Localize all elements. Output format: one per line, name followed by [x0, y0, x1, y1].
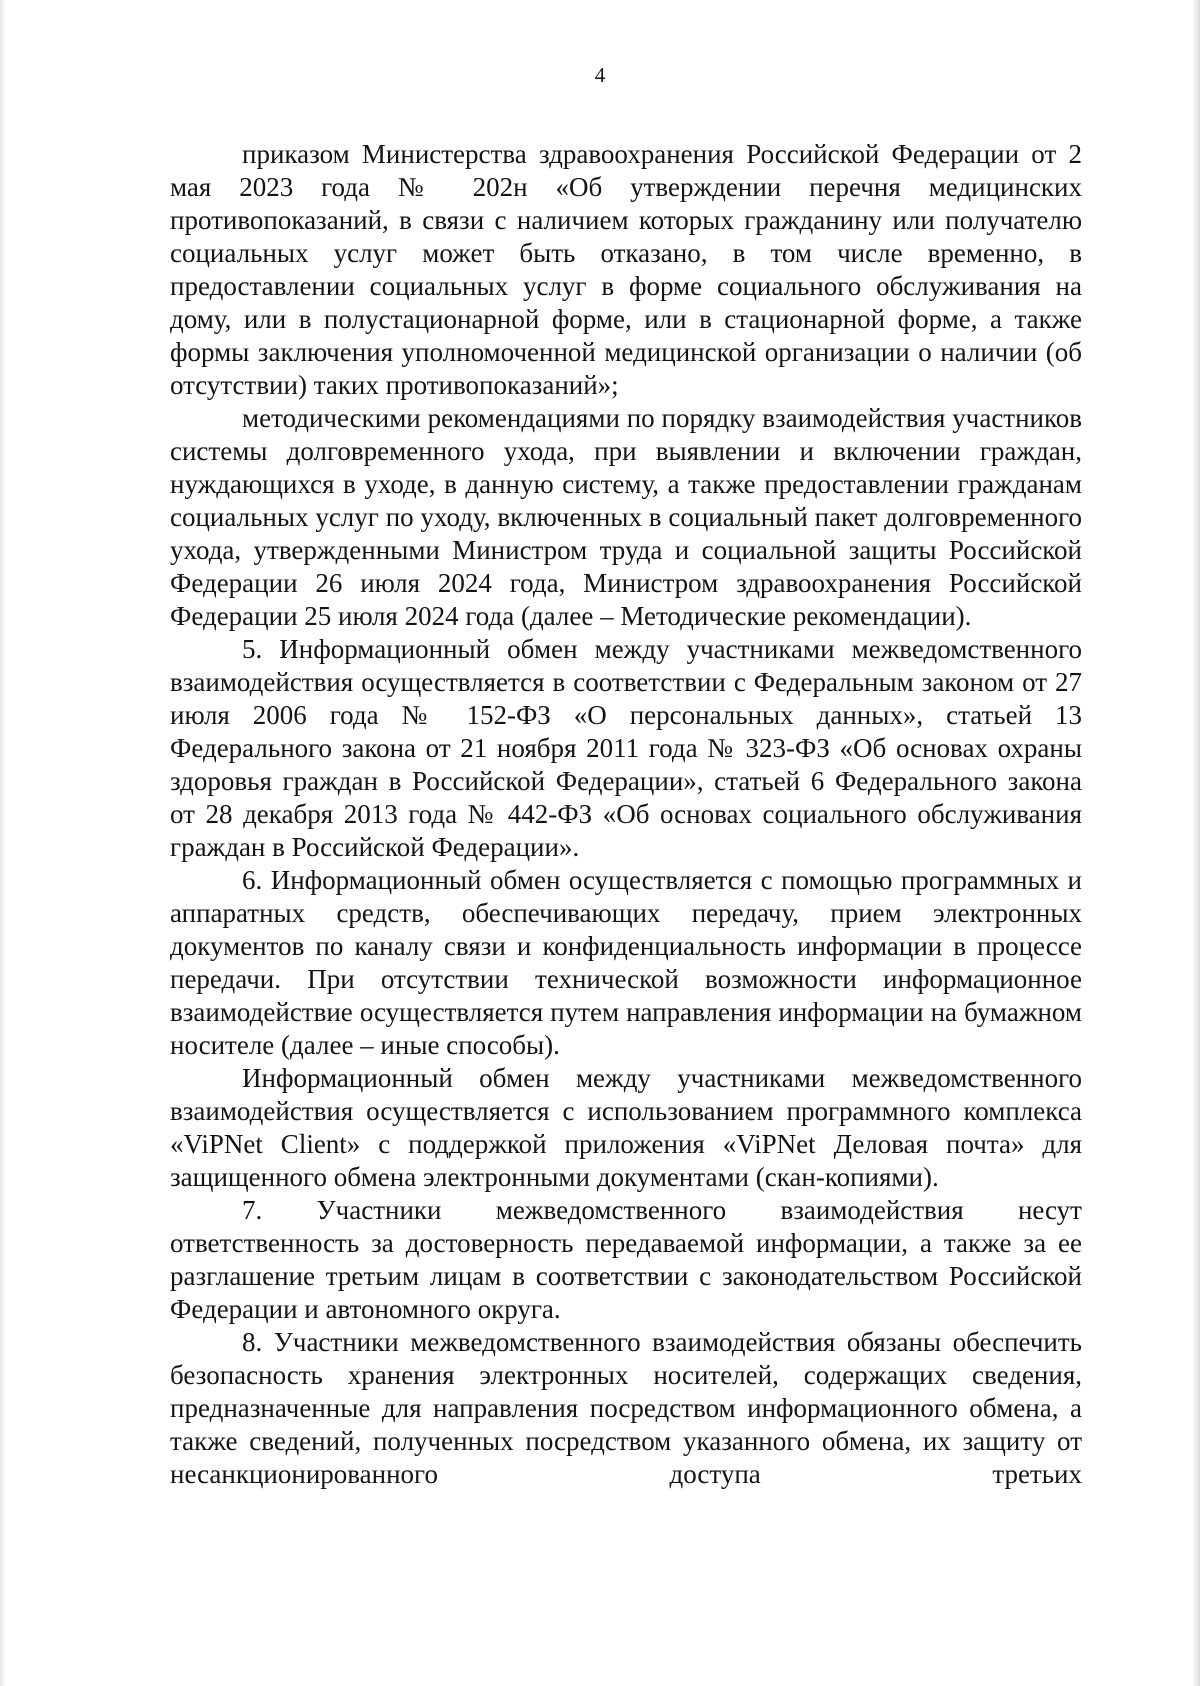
scan-edge-right — [1192, 0, 1200, 1686]
page-number: 4 — [594, 63, 606, 87]
paragraph-methodical-recommendations: методическими рекомендациями по порядку взаимодействия участников системы долговременного ухода, при выявлении и включении граждан, нуждающихся в уходе, в данную систему, а также предоставлении гражданам социальных услуг по уходу, включенных в социальный пакет долговременного ухода, утвержденными Министром труда и социальной защиты Российской Федерации 26 июля 2024 года, Министром здравоохранения Российской Федерации 25 июля 2024 года (далее – Методические рекомендации). — [170, 403, 1082, 631]
paragraph-item-8: 8. Участники межведомственного взаимодействия обязаны обеспечить безопасность хранения электронных носителей, содержащих сведения, предназначенные для направления посредством информационного обмена, а также сведений, полученных посредством указанного обмена, их защиту от несанкционированного доступа третьих — [170, 1327, 1082, 1489]
paragraph-vipnet-exchange: Информационный обмен между участниками межведомственного взаимодействия осуществляется с использованием программного комплекса «ViPNet Client» с поддержкой приложения «ViPNet Деловая почта» для защищенного обмена электронными документами (скан-копиями). — [170, 1063, 1082, 1192]
paragraph-order-reference: приказом Министерства здравоохранения Российской Федерации от 2 мая 2023 года № 202н «Об утверждении перечня медицинских противопоказаний, в связи с наличием которых гражданину или получателю социальных услуг может быть отказано, в том числе временно, в предоставлении социальных услуг в форме социального обслуживания на дому, или в полустационарной форме, или в стационарной форме, а также формы заключения уполномоченной медицинской организации о наличии (об отсутствии) таких противопоказаний»; — [170, 139, 1082, 400]
paragraph-item-7: 7. Участники межведомственного взаимодействия несут ответственность за достоверность передаваемой информации, а также за ее разглашение третьим лицам в соответствии с законодательством Российской Федерации и автономного округа. — [170, 1195, 1082, 1324]
document-body — [170, 138, 1082, 1491]
paragraph-item-6: 6. Информационный обмен осуществляется с помощью программных и аппаратных средств, обеспечивающих передачу, прием электронных документов по каналу связи и конфиденциальность информации в процессе передачи. При отсутствии технической возможности информационное взаимодействие осуществляется путем направления информации на бумажном носителе (далее – иные способы). — [170, 865, 1082, 1060]
paragraph-item-5: 5. Информационный обмен между участниками межведомственного взаимодействия осуществляется в соответствии с Федеральным законом от 27 июля 2006 года № 152-ФЗ «О персональных данных», статьей 13 Федерального закона от 21 ноября 2011 года № 323-ФЗ «Об основах охраны здоровья граждан в Российской Федерации», статьей 6 Федерального закона от 28 декабря 2013 года № 442-ФЗ «Об основах социального обслуживания граждан в Российской Федерации». — [170, 634, 1082, 862]
scan-edge-left — [0, 0, 6, 1686]
